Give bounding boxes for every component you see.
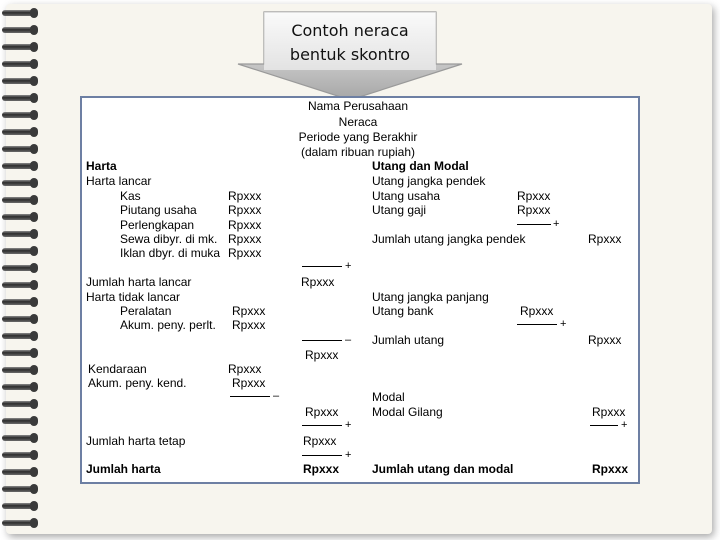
liability-value: Rpxxx: [517, 189, 551, 203]
equity-heading: Modal: [372, 390, 405, 404]
liability-label: Utang usaha: [372, 189, 441, 203]
plus-sign: +: [621, 419, 628, 431]
asset-label: Iklan dbyr. di muka: [120, 246, 221, 260]
asset-label: Sewa dibyr. di mk.: [120, 232, 218, 246]
binding-ring: [2, 265, 36, 271]
sum-rule: [302, 425, 342, 426]
short-term-debt-heading: Utang jangka pendek: [372, 174, 486, 188]
vehicle-depreciation-value: Rpxxx: [232, 376, 266, 390]
callout-line-2: bentuk skontro: [289, 45, 411, 64]
asset-value: Rpxxx: [228, 218, 262, 232]
binding-ring: [2, 10, 36, 16]
binding-ring: [2, 95, 36, 101]
subtract-rule: [302, 340, 342, 341]
fixed-assets-total-label: Jumlah harta tetap: [86, 434, 186, 448]
asset-label: Perlengkapan: [120, 218, 195, 232]
asset-value: Rpxxx: [228, 246, 262, 260]
binding-ring: [2, 146, 36, 152]
equipment-net-value: Rpxxx: [305, 348, 339, 362]
binding-ring: [2, 61, 36, 67]
total-liabilities-equity-label: Jumlah utang dan modal: [372, 462, 514, 476]
binding-ring: [2, 163, 36, 169]
plus-sign: +: [560, 318, 567, 330]
binding-ring: [2, 350, 36, 356]
sum-rule: [517, 324, 557, 325]
total-assets-label: Jumlah harta: [86, 462, 161, 476]
equipment-value: Rpxxx: [232, 304, 266, 318]
binding-ring: [2, 452, 36, 458]
current-assets-total-value: Rpxxx: [301, 275, 335, 289]
sum-rule: [302, 266, 342, 267]
binding-ring: [2, 78, 36, 84]
current-assets-total-label: Jumlah harta lancar: [86, 275, 192, 289]
binding-ring: [2, 503, 36, 509]
short-term-debt-total-label: Jumlah utang jangka pendek: [372, 232, 526, 246]
document-title: Neraca: [338, 115, 378, 129]
asset-value: Rpxxx: [228, 232, 262, 246]
fixed-assets-heading: Harta tidak lancar: [86, 290, 181, 304]
binding-ring: [2, 333, 36, 339]
equipment-label: Peralatan: [120, 304, 172, 318]
minus-sign: –: [273, 390, 280, 402]
asset-value: Rpxxx: [228, 189, 262, 203]
sum-rule: [517, 224, 551, 225]
plus-sign: +: [345, 260, 352, 272]
period-line: Periode yang Berakhir: [298, 130, 418, 144]
asset-label: Piutang usaha: [120, 203, 197, 217]
liabilities-equity-heading: Utang dan Modal: [372, 159, 469, 173]
binding-ring: [2, 418, 36, 424]
subtract-rule: [230, 396, 270, 397]
liability-value: Rpxxx: [517, 203, 551, 217]
binding-ring: [2, 401, 36, 407]
binding-ring: [2, 282, 36, 288]
total-debt-value: Rpxxx: [588, 333, 622, 347]
bank-loan-value: Rpxxx: [520, 304, 554, 318]
plus-sign: +: [345, 419, 352, 431]
total-assets-value: Rpxxx: [303, 462, 340, 476]
callout-line-1: Contoh neraca: [291, 21, 409, 40]
binding-ring: [2, 469, 36, 475]
total-debt-label: Jumlah utang: [372, 333, 445, 347]
fixed-assets-total-value: Rpxxx: [303, 434, 337, 448]
assets-heading: Harta: [86, 159, 117, 173]
callout-arrow: [236, 8, 464, 102]
binding-ring: [2, 231, 36, 237]
owner-equity-value: Rpxxx: [592, 405, 626, 419]
binding-ring: [2, 367, 36, 373]
vehicle-net-value: Rpxxx: [305, 405, 339, 419]
vehicle-value: Rpxxx: [228, 362, 262, 376]
company-name: Nama Perusahaan: [307, 99, 409, 113]
total-liabilities-equity-value: Rpxxx: [592, 462, 629, 476]
asset-label: Kas: [120, 189, 141, 203]
minus-sign: –: [345, 334, 352, 346]
equipment-depreciation-label: Akum. peny. perlt.: [120, 318, 216, 332]
spiral-binding: [0, 0, 40, 540]
sum-rule: [302, 455, 342, 456]
current-assets-heading: Harta lancar: [86, 174, 152, 188]
binding-ring: [2, 248, 36, 254]
unit-line: (dalam ribuan rupiah): [300, 145, 416, 159]
binding-ring: [2, 197, 36, 203]
binding-ring: [2, 520, 36, 526]
equipment-depreciation-value: Rpxxx: [232, 318, 266, 332]
binding-ring: [2, 180, 36, 186]
vehicle-depreciation-label: Akum. peny. kend.: [88, 376, 187, 390]
short-term-debt-total-value: Rpxxx: [588, 232, 622, 246]
sum-rule: [590, 425, 618, 426]
binding-ring: [2, 112, 36, 118]
owner-equity-label: Modal Gilang: [372, 405, 443, 419]
binding-ring: [2, 435, 36, 441]
plus-sign: +: [553, 218, 560, 230]
binding-ring: [2, 299, 36, 305]
binding-ring: [2, 384, 36, 390]
asset-value: Rpxxx: [228, 203, 262, 217]
plus-sign: +: [345, 449, 352, 461]
binding-ring: [2, 44, 36, 50]
vehicle-label: Kendaraan: [88, 362, 147, 376]
bank-loan-label: Utang bank: [372, 304, 434, 318]
binding-ring: [2, 486, 36, 492]
binding-ring: [2, 214, 36, 220]
binding-ring: [2, 129, 36, 135]
binding-ring: [2, 27, 36, 33]
liability-label: Utang gaji: [372, 203, 427, 217]
long-term-debt-heading: Utang jangka panjang: [372, 290, 489, 304]
binding-ring: [2, 316, 36, 322]
